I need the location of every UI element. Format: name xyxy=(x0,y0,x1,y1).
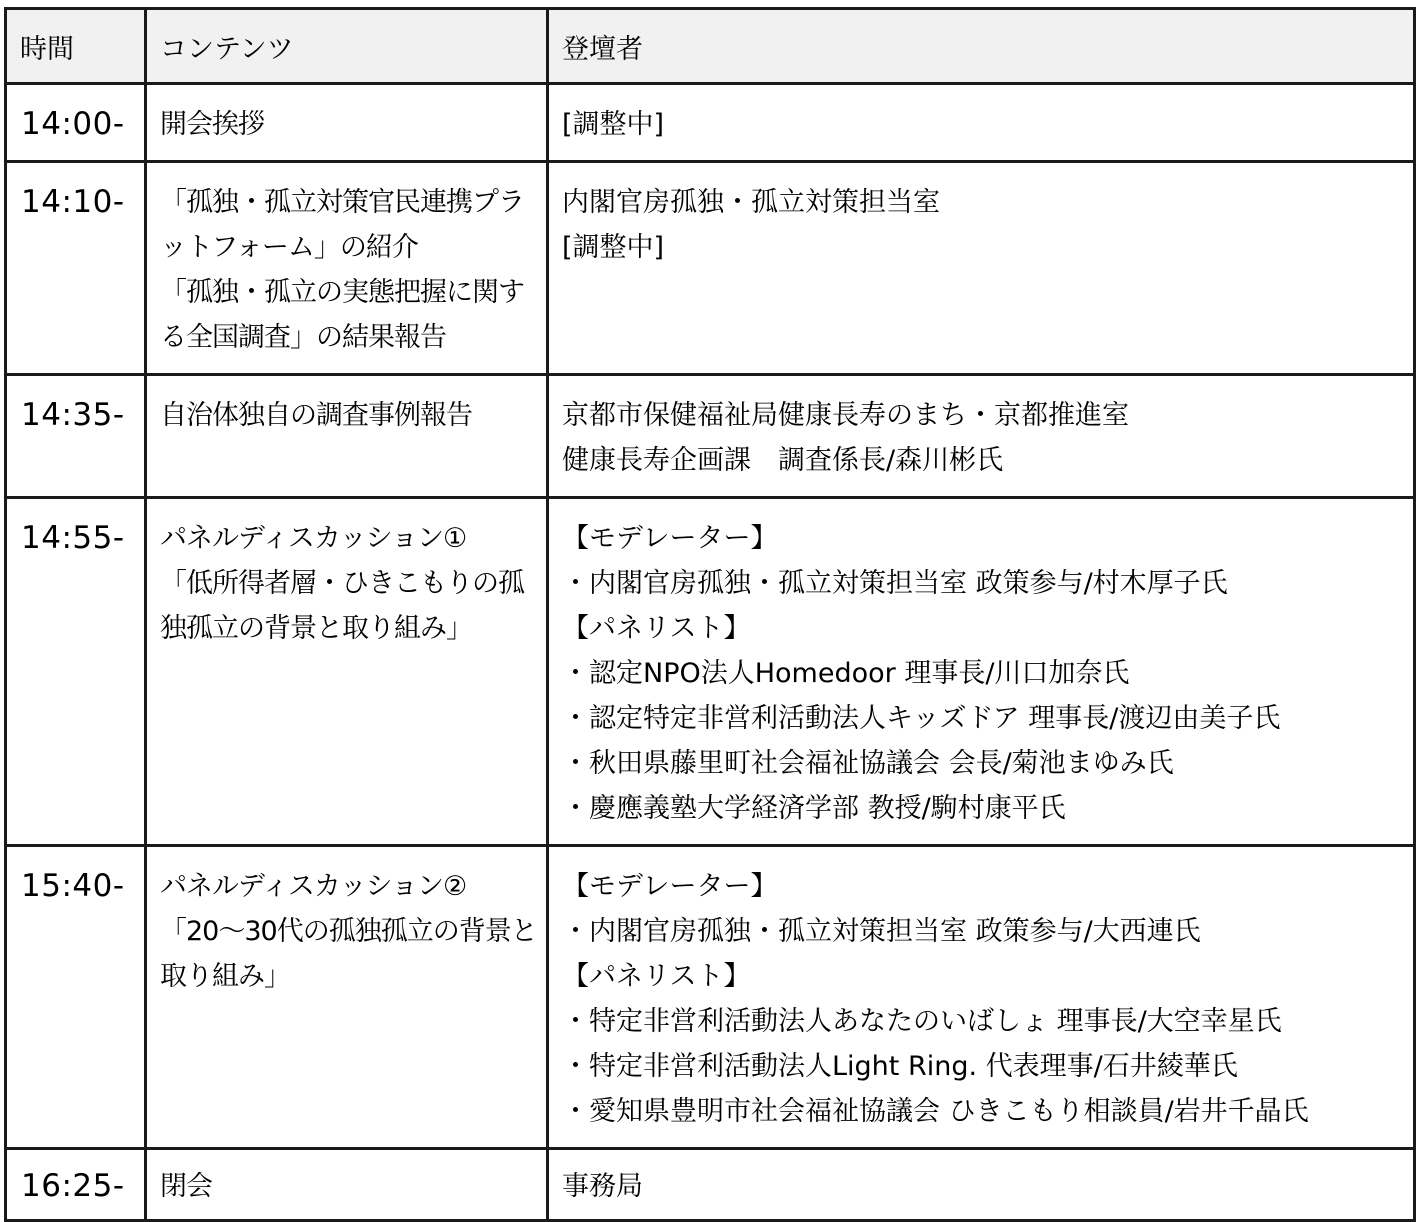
speaker-cell xyxy=(548,84,1415,162)
speaker-line: ・特定非営利活動法人Light Ring. 代表理事/石井綾華氏 xyxy=(562,1051,1238,1082)
content-cell xyxy=(146,1149,548,1221)
speaker-line: [調整中] xyxy=(562,109,665,140)
speaker-line: ・慶應義塾大学経済学部 教授/駒村康平氏 xyxy=(562,793,1066,824)
table-body xyxy=(6,84,1415,1221)
speaker-line: ・秋田県藤里町社会福祉協議会 会長/菊池まゆみ氏 xyxy=(562,748,1174,779)
speaker-cell xyxy=(548,162,1415,375)
content-cell xyxy=(146,498,548,846)
time-cell: 14:35- xyxy=(6,375,146,498)
content-line: 自治体独自の調査事例報告 xyxy=(160,400,472,431)
content-cell xyxy=(146,84,548,162)
content-line: 「孤独・孤立の実態把握に関する全国調査」の結果報告 xyxy=(160,277,524,353)
header-time: 時間 xyxy=(6,9,146,84)
speaker-line: 京都市保健福祉局健康長寿のまち・京都推進室 xyxy=(562,400,1129,431)
speaker-line: ・認定NPO法人Homedoor 理事長/川口加奈氏 xyxy=(562,658,1130,689)
speaker-line: ・特定非営利活動法人あなたのいばしょ 理事長/大空幸星氏 xyxy=(562,1006,1282,1037)
speaker-cell xyxy=(548,846,1415,1149)
time-cell: 14:00- xyxy=(6,84,146,162)
header-content: コンテンツ xyxy=(146,9,548,84)
content-line: 「孤独・孤立対策官民連携プラットフォーム」の紹介 xyxy=(160,187,524,263)
table-row xyxy=(6,498,1415,846)
content-line: 「低所得者層・ひきこもりの孤独孤立の背景と取り組み」 xyxy=(160,568,524,644)
time-cell: 14:10- xyxy=(6,162,146,375)
speaker-cell xyxy=(548,375,1415,498)
speaker-line: 健康長寿企画課 調査係長/森川彬氏 xyxy=(562,445,1004,476)
header-speaker: 登壇者 xyxy=(548,9,1415,84)
schedule-table xyxy=(4,7,1416,1222)
speaker-line: 事務局 xyxy=(562,1171,643,1202)
content-cell xyxy=(146,162,548,375)
speaker-line: 【パネリスト】 xyxy=(562,961,751,992)
table-row xyxy=(6,375,1415,498)
speaker-line: ・認定特定非営利活動法人キッズドア 理事長/渡辺由美子氏 xyxy=(562,703,1281,734)
speaker-cell xyxy=(548,498,1415,846)
speaker-line: ・愛知県豊明市社会福祉協議会 ひきこもり相談員/岩井千晶氏 xyxy=(562,1096,1309,1127)
speaker-line: ・内閣官房孤独・孤立対策担当室 政策参与/大西連氏 xyxy=(562,916,1201,947)
content-cell xyxy=(146,375,548,498)
header-row xyxy=(6,9,1415,84)
speaker-line: 【モデレーター】 xyxy=(562,523,778,554)
speaker-cell xyxy=(548,1149,1415,1221)
content-line: 閉会 xyxy=(160,1171,212,1202)
table-header xyxy=(6,9,1415,84)
speaker-line: 内閣官房孤独・孤立対策担当室 xyxy=(562,187,940,218)
time-cell: 15:40- xyxy=(6,846,146,1149)
table-row xyxy=(6,846,1415,1149)
time-cell: 14:55- xyxy=(6,498,146,846)
program-schedule xyxy=(4,7,1413,1222)
speaker-line: ・内閣官房孤独・孤立対策担当室 政策参与/村木厚子氏 xyxy=(562,568,1228,599)
content-line: 「20～30代の孤独孤立の背景と取り組み」 xyxy=(160,916,537,992)
speaker-line: 【パネリスト】 xyxy=(562,613,751,644)
speaker-line: [調整中] xyxy=(562,232,665,263)
content-line: パネルディスカッション② xyxy=(160,871,467,902)
content-line: パネルディスカッション① xyxy=(160,523,467,554)
content-cell xyxy=(146,846,548,1149)
table-row xyxy=(6,1149,1415,1221)
content-line: 開会挨拶 xyxy=(160,109,264,140)
time-cell: 16:25- xyxy=(6,1149,146,1221)
table-row xyxy=(6,162,1415,375)
table-row xyxy=(6,84,1415,162)
speaker-line: 【モデレーター】 xyxy=(562,871,778,902)
